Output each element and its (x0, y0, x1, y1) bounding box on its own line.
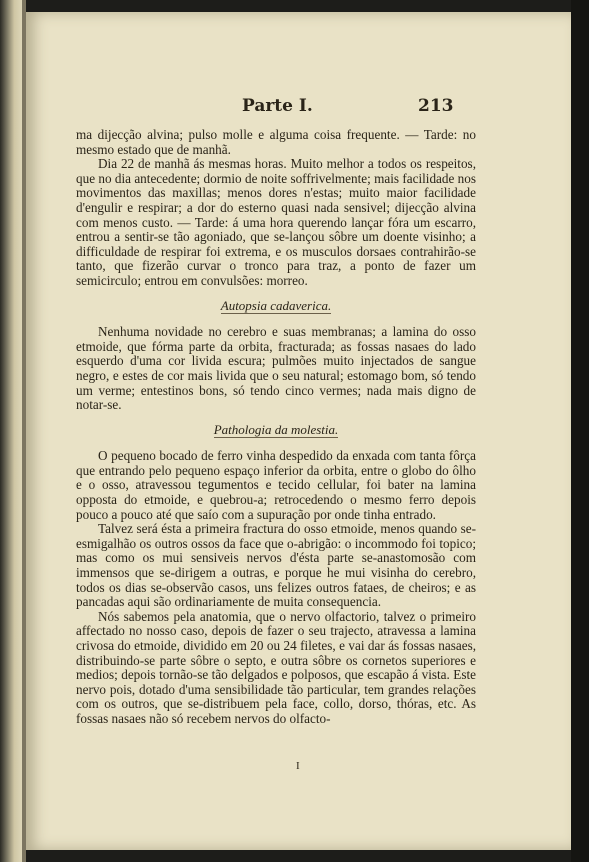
paragraph-day-22: Dia 22 de manhã ás mesmas horas. Muito melhor a todos os respeitos, que no dia antecedente; dormio de noite soffrivelmente; mais facilidade nos movimentos das maxillas; menos dores n'estas; muito maior facilidade d'engulir e respirar; a dor do esterno quasi nada sensivel; dijecção alvina com menos custo. — Tarde: á uma hora querendo lançar fóra um escarro, entrou a sentir-se tão agoniado, que se-lançou sôbre um doente visinho; a difficuldade de respirar foi extrema, e os musculos dorsaes contrahirão-se tanto, que fizerão curvar o tronco para traz, a ponto de fazer um semicirculo; entrou em convulsões: morreo. (76, 156, 476, 288)
section-heading-pathology-text: Pathologia da molestia. (213, 421, 339, 437)
section-heading-pathology (76, 423, 476, 438)
paragraph-iron-fragment: O pequeno bocado de ferro vinha despedido da enxada com tanta fôrça que entrando pelo pequeno espaço inferior da orbita, entre o globo do ôlho e o osso, atravessou tegumentos e tecido cellular, foi bater na lamina opposta do etmoide, e quebrou-a; retrocedendo o mesmo ferro depois pouco a pouco até que saío com a supuração por onde tinha entrado. (76, 448, 476, 522)
scan-background-right (571, 0, 589, 862)
page-number: 213 (418, 96, 454, 116)
page-header (26, 88, 571, 116)
page-body (76, 128, 476, 727)
paragraph-olfactory-nerve: Nós sabemos pela anatomia, que o nervo olfactorio, talvez o primeiro affectado no nosso caso, depois de fazer o seu trajecto, atravessa a lamina crivosa do etmoide, dividido em 20 ou 24 filetes, e vai dar ás fossas nasaes, distribuindo-se parte sôbre o septo, e outra sôbre os cornetos superiores e medios; depois tornão-se tão delgados e polposos, que escapão á vista. Este nervo pois, dotado d'uma sensibilidade tão particular, tem grandes relações com os outros, que se-distribuem pela face, collo, dorso, thóras, etc. As fossas nasaes não só recebem nervos do olfacto- (76, 608, 476, 726)
running-head: Parte I. (242, 96, 313, 116)
paragraph-etmoide-fracture: Talvez será ésta a primeira fractura do osso etmoide, menos quando se-esmigalhão os outros ossos da face que o-abrigão: o incommodo foi topico; mas como os mui sensiveis nervos d'ésta parte se-anastomosão com immensos que se-dirigem a outras, e porque he mui visinha do cerebro, todos os dias se-observão casos, uns felizes outros fataes, de cheiros; e as pancadas aqui são ordinariamente de muita consequencia. (76, 521, 476, 610)
paragraph-continuation: ma dijecção alvina; pulso molle e alguma coisa frequente. — Tarde: no mesmo estado que de manhã. (76, 127, 476, 157)
printer-signature-mark: I (296, 760, 300, 772)
section-heading-autopsy-text: Autopsia cadaverica. (220, 297, 332, 313)
section-heading-autopsy (76, 299, 476, 314)
paragraph-autopsy: Nenhuma novidade no cerebro e suas membranas; a lamina do osso etmoide, que fórma parte da orbita, fracturada; as fossas nasaes do lado esquerdo d'uma cor livida escura; pulmões muito injectados de sangue negro, e estes de cor mais livida que o seu natural; estomago bom, só tendo um verme; entestinos bons, só tendo cinco vermes; nada mais digno de notar-se. (76, 324, 476, 413)
page-sheet (26, 12, 571, 850)
